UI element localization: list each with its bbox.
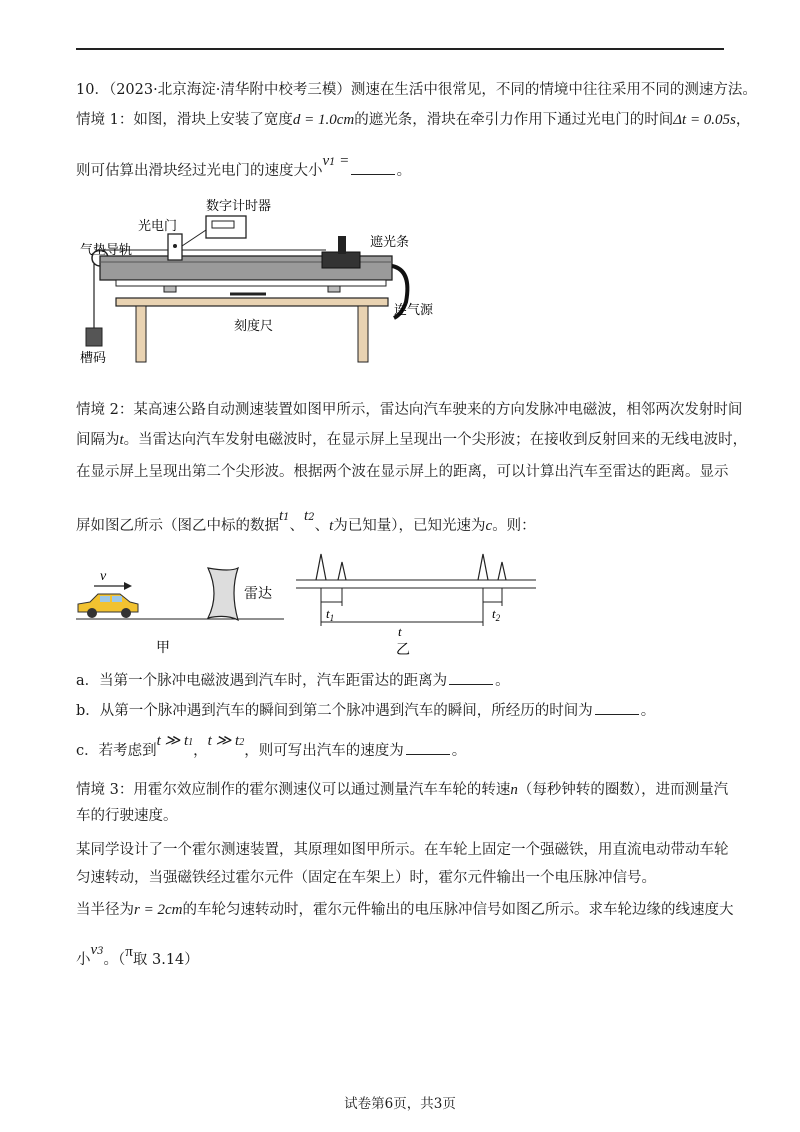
table-leg-right [358,306,368,362]
s2-text-4b: 、 [314,518,330,534]
s2-text-2a: 间隔为 [76,432,120,448]
question-intro: 测速在生活中很常见，不同的情境中往往采用不同的测速方法。 [350,82,757,98]
photogate-sensor [173,244,177,248]
s2-text-2b: 。当雷达向汽车发射电磁波时，在显示屏上呈现出一个尖形波；在接收到反射回来的无线电波时， [123,432,748,448]
radius-equation: r = 2cm [134,902,183,918]
speed-n: n [510,782,518,798]
s2-t-symbol: t [329,518,334,534]
s1-text-d: 则可估算出滑块经过光电门的速度大小 [76,163,323,179]
air-track-figure [76,190,476,370]
pi-symbol: π [125,944,133,960]
s3-text-5b: 的车轮匀速转动时，霍尔元件输出的电压脉冲信号如图乙所示。求车轮边缘的线速度大 [182,902,734,918]
table-top [116,298,388,306]
t2-symbol: t [304,508,309,524]
s1-text-c: ， [735,112,751,128]
question-number: 10． [76,82,109,98]
answer-blank-a[interactable] [449,670,493,685]
label-light-strip: 遮光条 [370,235,410,250]
s2-text-4c: 为已知量），已知光速为 [333,518,486,534]
condition-2: t ≫ t2 [207,733,245,749]
s3-text-6b: 。（ [103,952,126,968]
s3-text-5a: 当半径为 [76,902,134,918]
time-equation: Δt = 0.05s [673,112,736,128]
s2-line1 [76,400,742,420]
t1-subscript: 1 [283,512,290,523]
s3-line4 [76,868,656,888]
s1-line2 [76,153,412,183]
label-air-source: 连气源 [394,303,434,318]
s1-line1 [76,110,750,130]
s3-text-2: 车的行驶速度。 [76,808,178,824]
label-air-rail: 气垫导轨 [80,243,133,258]
s2-line2 [76,430,747,450]
interval-t: t [119,432,124,448]
label-radar: 雷达 [244,586,272,602]
qb-end: 。 [640,703,656,719]
light-strip [338,236,346,254]
label-timer: 数字计时器 [206,199,272,214]
radar-dish [208,568,238,620]
radar-figure [76,550,546,660]
s3-text-4: 匀速转动，当强磁铁经过霍尔元件（固定在车架上）时，霍尔元件输出一个电压脉冲信号。 [76,870,656,886]
question-source: （2023·北京海淀·清华附中校考三模） [108,82,351,98]
qa-text: a．当第一个脉冲电磁波遇到汽车时，汽车距雷达的距离为 [76,673,448,689]
s1-text-a: 情境 1：如图，滑块上安装了宽度 [76,112,293,128]
s2-line3 [76,462,729,482]
t1-symbol: t [279,508,284,524]
label-jia: 甲 [156,640,170,656]
s1-text-b: 的遮光条，滑块在牵引力作用下通过光电门的时间 [354,112,674,128]
light-speed-c: c [485,518,493,534]
width-equation: d = 1.0cm [292,112,355,128]
table-leg-left [136,306,146,362]
v1-subscript: 1 [329,157,336,168]
qb-text: b．从第一个脉冲遇到汽车的瞬间到第二个脉冲遇到汽车的瞬间，所经历的时间为 [76,703,593,719]
label-photogate: 光电门 [138,219,178,234]
s3-line2 [76,806,178,826]
v3-symbol: v [90,942,98,958]
s3-text-6a: 小 [76,952,91,968]
timer-cable [182,230,206,246]
qc-end: 。 [451,743,467,759]
qa-end: 。 [495,673,510,689]
label-weight: 槽码 [80,351,107,366]
s2-text-4a: 屏如图乙所示（图乙中标的数据 [76,518,279,534]
question-b [76,700,655,721]
qc-comma: ， [193,743,208,759]
v3-subscript: 3 [97,946,104,957]
s2-text-4d: 。则： [492,518,536,534]
label-t2: $t_2$ [492,606,501,623]
t2-subscript: 2 [308,512,315,523]
s2-text-1: 情境 2：某高速公路自动测速装置如图甲所示，雷达向汽车驶来的方向发脉冲电磁波，相邻两次发射时间 [76,402,743,418]
label-t: t [398,624,402,639]
answer-blank-c[interactable] [406,740,450,755]
label-v: v [100,569,107,584]
s3-line1 [76,780,728,800]
v1-equals: = [340,153,349,169]
slider [322,252,360,268]
v1-symbol: v [322,153,330,169]
label-t1: $t_1$ [326,606,335,623]
question-a [76,670,510,691]
label-yi: 乙 [396,642,410,658]
condition-1: t ≫ t1 [156,733,194,749]
pulse-echo-1 [338,562,346,580]
pulse-echo-2 [498,562,506,580]
s3-text-1b: （每秒钟转的圈数），进而测量汽 [517,782,729,798]
pulse-send-2 [478,554,488,580]
answer-blank-v1[interactable] [351,160,395,175]
page-footer: 试卷第6页，共3页 [344,1096,456,1112]
s3-line3 [76,840,729,860]
s2-line4 [76,508,536,538]
qc-text2: ，则可写出汽车的速度为 [244,743,404,759]
s3-text-1a: 情境 3：用霍尔效应制作的霍尔测速仪可以通过测量汽车车轮的转速 [76,782,511,798]
s2-separator: 、 [289,518,305,534]
s1-text-e: 。 [396,163,412,179]
label-ruler: 刻度尺 [234,319,274,334]
top-rule [76,48,724,50]
answer-blank-b[interactable] [595,700,639,715]
velocity-arrowhead [124,582,132,590]
s3-line5 [76,900,733,920]
s2-text-3: 在显示屏上呈现出第二个尖形波。根据两个波在显示屏上的距离，可以计算出汽车至雷达的距离。显示 [76,464,729,480]
car-icon [78,594,138,618]
qc-text: c．若考虑到 [76,743,157,759]
pulse-send-1 [316,554,326,580]
s3-line6 [76,942,199,972]
s3-text-6c: 取 3.14） [132,952,199,968]
weight-block [86,328,102,346]
s3-text-3: 某同学设计了一个霍尔测速装置，其原理如图甲所示。在车轮上固定一个强磁铁，用直流电动带动车轮 [76,842,729,858]
question-c [76,733,467,763]
question-header [76,80,757,100]
scale-ruler [116,280,386,286]
